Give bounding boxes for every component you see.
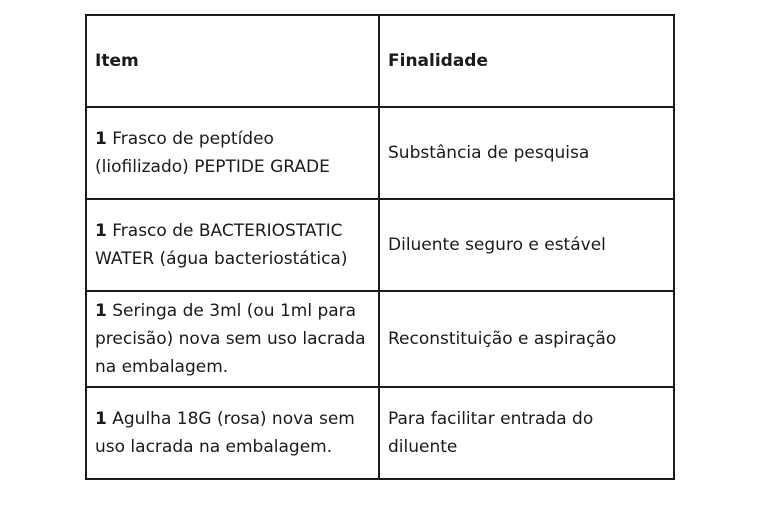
table-header-row — [86, 15, 674, 107]
table-row — [86, 199, 674, 291]
finalidade-cell: Reconstituição e aspiração — [379, 291, 674, 387]
item-description: Seringa de 3ml (ou 1ml para precisão) nova sem uso lacrada na embalagem. — [95, 301, 366, 377]
item-quantity: 1 — [95, 129, 107, 149]
item-description: Frasco de peptídeo (liofilizado) PEPTIDE GRADE — [95, 129, 330, 177]
header-finalidade: Finalidade — [379, 15, 674, 107]
item-description: Agulha 18G (rosa) nova sem uso lacrada na embalagem. — [95, 409, 355, 457]
item-cell — [86, 387, 379, 479]
item-description: Frasco de BACTERIOSTATIC WATER (água bacteriostática) — [95, 221, 348, 269]
item-quantity: 1 — [95, 301, 107, 321]
item-quantity: 1 — [95, 409, 107, 429]
item-cell — [86, 291, 379, 387]
item-cell — [86, 199, 379, 291]
finalidade-cell: Para facilitar entrada do diluente — [379, 387, 674, 479]
finalidade-cell: Substância de pesquisa — [379, 107, 674, 199]
table-row — [86, 291, 674, 387]
finalidade-cell: Diluente seguro e estável — [379, 199, 674, 291]
table-row — [86, 107, 674, 199]
materials-table — [85, 14, 675, 480]
item-cell — [86, 107, 379, 199]
header-item: Item — [86, 15, 379, 107]
table-row — [86, 387, 674, 479]
item-quantity: 1 — [95, 221, 107, 241]
